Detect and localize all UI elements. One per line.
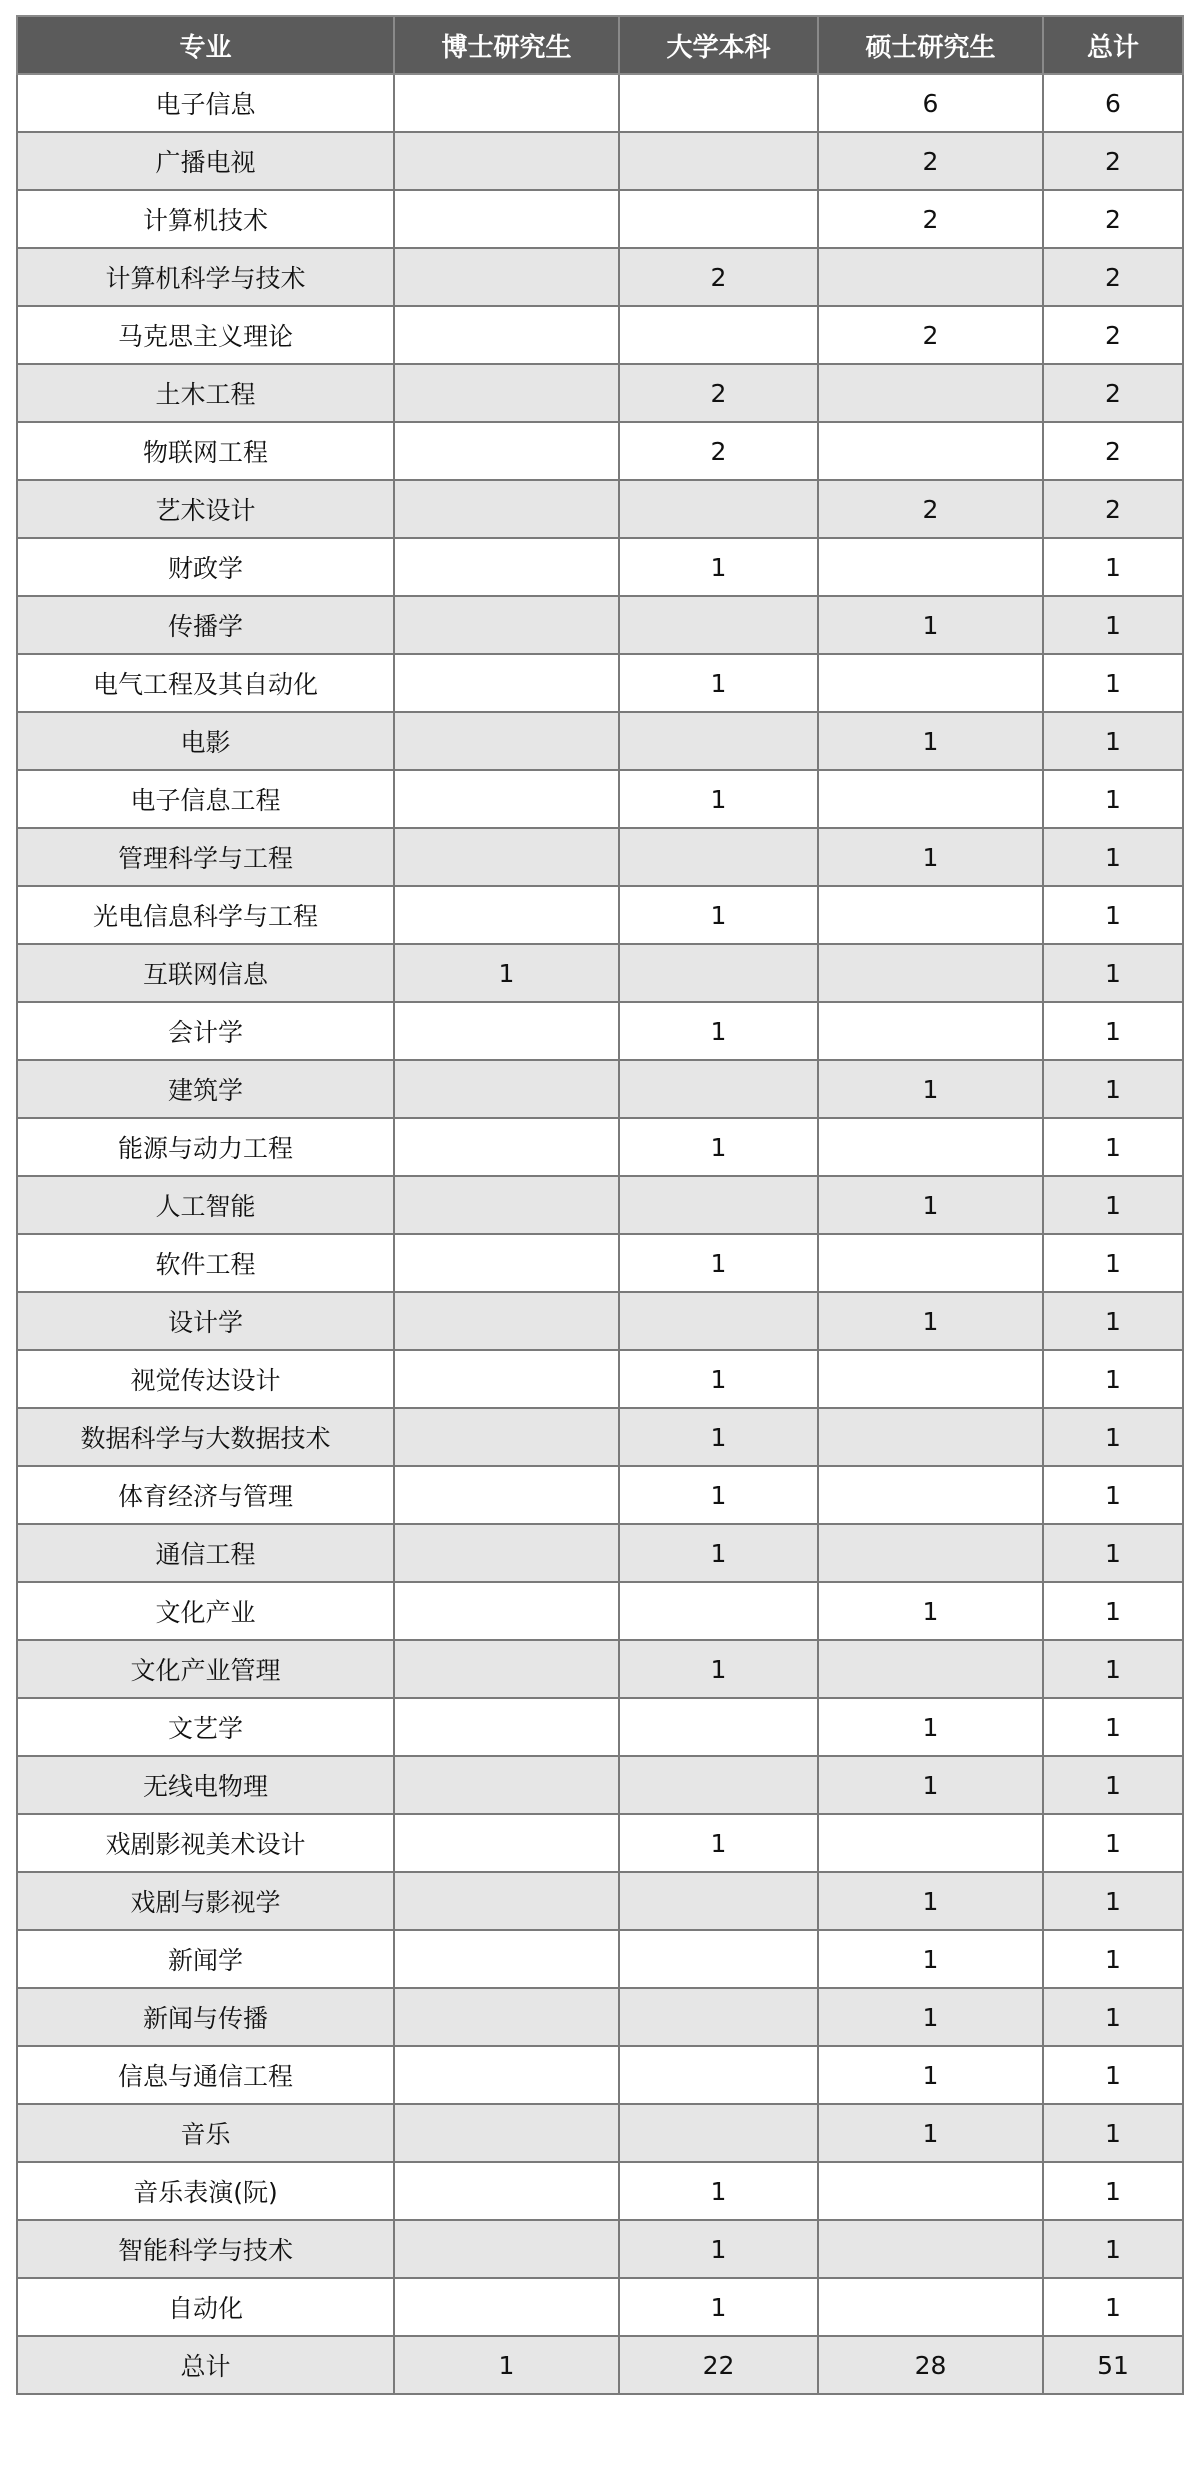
cell-doctoral [394, 1872, 619, 1930]
header-total[interactable]: 总计 [1043, 16, 1183, 74]
total-doctoral: 1 [394, 2336, 619, 2394]
cell-major: 无线电物理 [17, 1756, 394, 1814]
table-row [17, 538, 1183, 596]
cell-major: 物联网工程 [17, 422, 394, 480]
cell-master [818, 1408, 1043, 1466]
table-row [17, 1524, 1183, 1582]
table-row [17, 886, 1183, 944]
table-row [17, 1814, 1183, 1872]
cell-doctoral [394, 1524, 619, 1582]
cell-bachelor: 1 [619, 2278, 818, 2336]
cell-total: 1 [1043, 1176, 1183, 1234]
cell-total: 1 [1043, 1118, 1183, 1176]
table-body [17, 74, 1183, 2336]
table-row [17, 1466, 1183, 1524]
cell-major: 戏剧影视美术设计 [17, 1814, 394, 1872]
cell-major: 通信工程 [17, 1524, 394, 1582]
cell-master [818, 538, 1043, 596]
cell-master: 1 [818, 1756, 1043, 1814]
cell-major: 文化产业 [17, 1582, 394, 1640]
table-row [17, 712, 1183, 770]
cell-bachelor [619, 1698, 818, 1756]
cell-major: 智能科学与技术 [17, 2220, 394, 2278]
cell-bachelor [619, 2104, 818, 2162]
cell-master [818, 1234, 1043, 1292]
cell-bachelor [619, 74, 818, 132]
cell-doctoral [394, 1350, 619, 1408]
cell-major: 电气工程及其自动化 [17, 654, 394, 712]
cell-doctoral [394, 364, 619, 422]
cell-master: 1 [818, 1698, 1043, 1756]
cell-master [818, 1814, 1043, 1872]
cell-doctoral [394, 712, 619, 770]
cell-master [818, 1466, 1043, 1524]
cell-master [818, 364, 1043, 422]
table-row [17, 654, 1183, 712]
cell-major: 建筑学 [17, 1060, 394, 1118]
cell-total: 1 [1043, 2104, 1183, 2162]
table-row [17, 190, 1183, 248]
table-row [17, 2220, 1183, 2278]
cell-major: 音乐 [17, 2104, 394, 2162]
table-row [17, 74, 1183, 132]
cell-bachelor: 1 [619, 1234, 818, 1292]
table-row [17, 1698, 1183, 1756]
cell-master: 1 [818, 828, 1043, 886]
cell-master: 1 [818, 2046, 1043, 2104]
cell-master: 1 [818, 1930, 1043, 1988]
cell-bachelor: 1 [619, 654, 818, 712]
cell-bachelor: 1 [619, 1466, 818, 1524]
cell-master [818, 1118, 1043, 1176]
header-bachelor[interactable]: 大学本科 [619, 16, 818, 74]
cell-major: 马克思主义理论 [17, 306, 394, 364]
table-row [17, 1176, 1183, 1234]
cell-master: 2 [818, 480, 1043, 538]
cell-bachelor: 2 [619, 364, 818, 422]
cell-total: 1 [1043, 1756, 1183, 1814]
cell-doctoral [394, 1118, 619, 1176]
cell-bachelor [619, 1756, 818, 1814]
cell-doctoral [394, 132, 619, 190]
cell-major: 文化产业管理 [17, 1640, 394, 1698]
cell-doctoral [394, 422, 619, 480]
cell-doctoral [394, 480, 619, 538]
cell-major: 能源与动力工程 [17, 1118, 394, 1176]
cell-total: 1 [1043, 1350, 1183, 1408]
cell-bachelor: 1 [619, 770, 818, 828]
cell-total: 1 [1043, 2220, 1183, 2278]
cell-major: 电影 [17, 712, 394, 770]
table-row [17, 132, 1183, 190]
cell-total: 2 [1043, 480, 1183, 538]
cell-major: 计算机科学与技术 [17, 248, 394, 306]
cell-doctoral [394, 2104, 619, 2162]
table-row [17, 1756, 1183, 1814]
table-row [17, 1234, 1183, 1292]
total-master: 28 [818, 2336, 1043, 2394]
cell-major: 计算机技术 [17, 190, 394, 248]
cell-total: 1 [1043, 1698, 1183, 1756]
cell-bachelor [619, 1292, 818, 1350]
cell-major: 人工智能 [17, 1176, 394, 1234]
table-row [17, 1002, 1183, 1060]
cell-major: 体育经济与管理 [17, 1466, 394, 1524]
cell-master [818, 2278, 1043, 2336]
table-row [17, 944, 1183, 1002]
cell-bachelor: 1 [619, 2220, 818, 2278]
cell-doctoral [394, 1002, 619, 1060]
cell-total: 1 [1043, 2162, 1183, 2220]
cell-doctoral [394, 1698, 619, 1756]
table-row [17, 248, 1183, 306]
cell-major: 音乐表演(阮) [17, 2162, 394, 2220]
cell-total: 2 [1043, 190, 1183, 248]
cell-doctoral [394, 770, 619, 828]
cell-doctoral [394, 1930, 619, 1988]
cell-total: 1 [1043, 886, 1183, 944]
cell-bachelor: 1 [619, 1350, 818, 1408]
cell-doctoral [394, 1640, 619, 1698]
cell-doctoral [394, 1756, 619, 1814]
cell-bachelor: 1 [619, 886, 818, 944]
cell-bachelor [619, 1582, 818, 1640]
cell-total: 1 [1043, 828, 1183, 886]
cell-bachelor [619, 1060, 818, 1118]
cell-bachelor [619, 1176, 818, 1234]
table-row [17, 1640, 1183, 1698]
table-row [17, 596, 1183, 654]
cell-doctoral [394, 1408, 619, 1466]
header-major[interactable]: 专业 [17, 16, 394, 74]
cell-doctoral [394, 538, 619, 596]
cell-master [818, 422, 1043, 480]
cell-doctoral [394, 886, 619, 944]
cell-doctoral [394, 1466, 619, 1524]
major-statistics-table [16, 15, 1184, 2395]
cell-total: 1 [1043, 1524, 1183, 1582]
cell-total: 1 [1043, 2046, 1183, 2104]
header-row [17, 16, 1183, 74]
table-row [17, 2278, 1183, 2336]
cell-total: 1 [1043, 1872, 1183, 1930]
cell-total: 1 [1043, 1930, 1183, 1988]
cell-total: 2 [1043, 306, 1183, 364]
cell-major: 电子信息工程 [17, 770, 394, 828]
cell-total: 2 [1043, 422, 1183, 480]
table-row [17, 1350, 1183, 1408]
cell-total: 1 [1043, 596, 1183, 654]
cell-major: 广播电视 [17, 132, 394, 190]
cell-bachelor [619, 828, 818, 886]
cell-master [818, 1002, 1043, 1060]
table-row [17, 1582, 1183, 1640]
cell-doctoral [394, 2278, 619, 2336]
cell-master: 1 [818, 712, 1043, 770]
cell-doctoral [394, 2220, 619, 2278]
cell-doctoral [394, 828, 619, 886]
cell-bachelor: 2 [619, 422, 818, 480]
cell-bachelor: 1 [619, 1408, 818, 1466]
cell-doctoral [394, 2046, 619, 2104]
cell-master [818, 654, 1043, 712]
cell-major: 新闻与传播 [17, 1988, 394, 2046]
cell-bachelor [619, 2046, 818, 2104]
cell-major: 视觉传达设计 [17, 1350, 394, 1408]
table-row [17, 2104, 1183, 2162]
cell-bachelor [619, 1872, 818, 1930]
cell-major: 设计学 [17, 1292, 394, 1350]
cell-doctoral [394, 1234, 619, 1292]
cell-major: 自动化 [17, 2278, 394, 2336]
cell-bachelor: 1 [619, 538, 818, 596]
cell-total: 1 [1043, 1466, 1183, 1524]
table-row [17, 770, 1183, 828]
cell-total: 1 [1043, 1640, 1183, 1698]
cell-master: 6 [818, 74, 1043, 132]
cell-doctoral [394, 1582, 619, 1640]
cell-major: 文艺学 [17, 1698, 394, 1756]
cell-total: 1 [1043, 1234, 1183, 1292]
cell-total: 1 [1043, 1002, 1183, 1060]
cell-total: 1 [1043, 654, 1183, 712]
cell-major: 信息与通信工程 [17, 2046, 394, 2104]
cell-master: 1 [818, 1176, 1043, 1234]
cell-total: 1 [1043, 1814, 1183, 1872]
cell-master: 1 [818, 596, 1043, 654]
cell-total: 1 [1043, 1988, 1183, 2046]
cell-major: 艺术设计 [17, 480, 394, 538]
cell-bachelor [619, 190, 818, 248]
cell-bachelor [619, 306, 818, 364]
cell-master: 2 [818, 190, 1043, 248]
cell-doctoral [394, 248, 619, 306]
cell-total: 1 [1043, 944, 1183, 1002]
cell-bachelor [619, 712, 818, 770]
cell-total: 1 [1043, 1060, 1183, 1118]
table-row [17, 306, 1183, 364]
cell-major: 软件工程 [17, 1234, 394, 1292]
cell-total: 1 [1043, 538, 1183, 596]
cell-total: 1 [1043, 1582, 1183, 1640]
cell-bachelor [619, 132, 818, 190]
cell-master [818, 770, 1043, 828]
cell-doctoral [394, 1814, 619, 1872]
cell-master [818, 2162, 1043, 2220]
cell-doctoral [394, 654, 619, 712]
table-row [17, 828, 1183, 886]
cell-major: 传播学 [17, 596, 394, 654]
cell-doctoral [394, 1060, 619, 1118]
cell-major: 土木工程 [17, 364, 394, 422]
cell-doctoral [394, 1292, 619, 1350]
cell-bachelor: 1 [619, 1118, 818, 1176]
cell-doctoral [394, 74, 619, 132]
cell-doctoral: 1 [394, 944, 619, 1002]
cell-master [818, 886, 1043, 944]
cell-bachelor: 2 [619, 248, 818, 306]
cell-bachelor: 1 [619, 1002, 818, 1060]
cell-major: 新闻学 [17, 1930, 394, 1988]
header-doctoral[interactable]: 博士研究生 [394, 16, 619, 74]
cell-total: 2 [1043, 248, 1183, 306]
cell-total: 1 [1043, 2278, 1183, 2336]
cell-master: 1 [818, 2104, 1043, 2162]
cell-master: 1 [818, 1060, 1043, 1118]
cell-master [818, 1350, 1043, 1408]
cell-total: 1 [1043, 712, 1183, 770]
cell-master [818, 248, 1043, 306]
table-row [17, 1408, 1183, 1466]
cell-master [818, 2220, 1043, 2278]
table-row [17, 1988, 1183, 2046]
cell-master [818, 1640, 1043, 1698]
cell-major: 会计学 [17, 1002, 394, 1060]
cell-doctoral [394, 306, 619, 364]
cell-major: 戏剧与影视学 [17, 1872, 394, 1930]
cell-bachelor: 1 [619, 1524, 818, 1582]
cell-major: 数据科学与大数据技术 [17, 1408, 394, 1466]
cell-doctoral [394, 1988, 619, 2046]
cell-master: 1 [818, 1872, 1043, 1930]
cell-bachelor [619, 480, 818, 538]
cell-total: 2 [1043, 364, 1183, 422]
cell-bachelor [619, 1988, 818, 2046]
cell-bachelor: 1 [619, 2162, 818, 2220]
cell-major: 光电信息科学与工程 [17, 886, 394, 944]
cell-major: 互联网信息 [17, 944, 394, 1002]
table-row [17, 1060, 1183, 1118]
table-row [17, 480, 1183, 538]
cell-total: 1 [1043, 770, 1183, 828]
cell-master [818, 944, 1043, 1002]
table-row [17, 1872, 1183, 1930]
table-row [17, 1930, 1183, 1988]
table-row [17, 422, 1183, 480]
cell-bachelor: 1 [619, 1640, 818, 1698]
cell-total: 6 [1043, 74, 1183, 132]
cell-major: 财政学 [17, 538, 394, 596]
total-bachelor: 22 [619, 2336, 818, 2394]
cell-major: 电子信息 [17, 74, 394, 132]
cell-bachelor: 1 [619, 1814, 818, 1872]
total-sum: 51 [1043, 2336, 1183, 2394]
table-container [16, 15, 1182, 2395]
table-row [17, 2162, 1183, 2220]
total-label: 总计 [17, 2336, 394, 2394]
cell-major: 管理科学与工程 [17, 828, 394, 886]
table-row [17, 364, 1183, 422]
cell-doctoral [394, 190, 619, 248]
cell-doctoral [394, 1176, 619, 1234]
table-row [17, 1292, 1183, 1350]
cell-master: 2 [818, 132, 1043, 190]
cell-master: 1 [818, 1292, 1043, 1350]
cell-bachelor [619, 1930, 818, 1988]
cell-doctoral [394, 2162, 619, 2220]
cell-master: 1 [818, 1582, 1043, 1640]
cell-master: 2 [818, 306, 1043, 364]
cell-total: 1 [1043, 1408, 1183, 1466]
cell-master [818, 1524, 1043, 1582]
header-master[interactable]: 硕士研究生 [818, 16, 1043, 74]
cell-total: 1 [1043, 1292, 1183, 1350]
cell-total: 2 [1043, 132, 1183, 190]
cell-master: 1 [818, 1988, 1043, 2046]
cell-bachelor [619, 596, 818, 654]
table-row [17, 2046, 1183, 2104]
cell-bachelor [619, 944, 818, 1002]
total-row [17, 2336, 1183, 2394]
table-row [17, 1118, 1183, 1176]
cell-doctoral [394, 596, 619, 654]
